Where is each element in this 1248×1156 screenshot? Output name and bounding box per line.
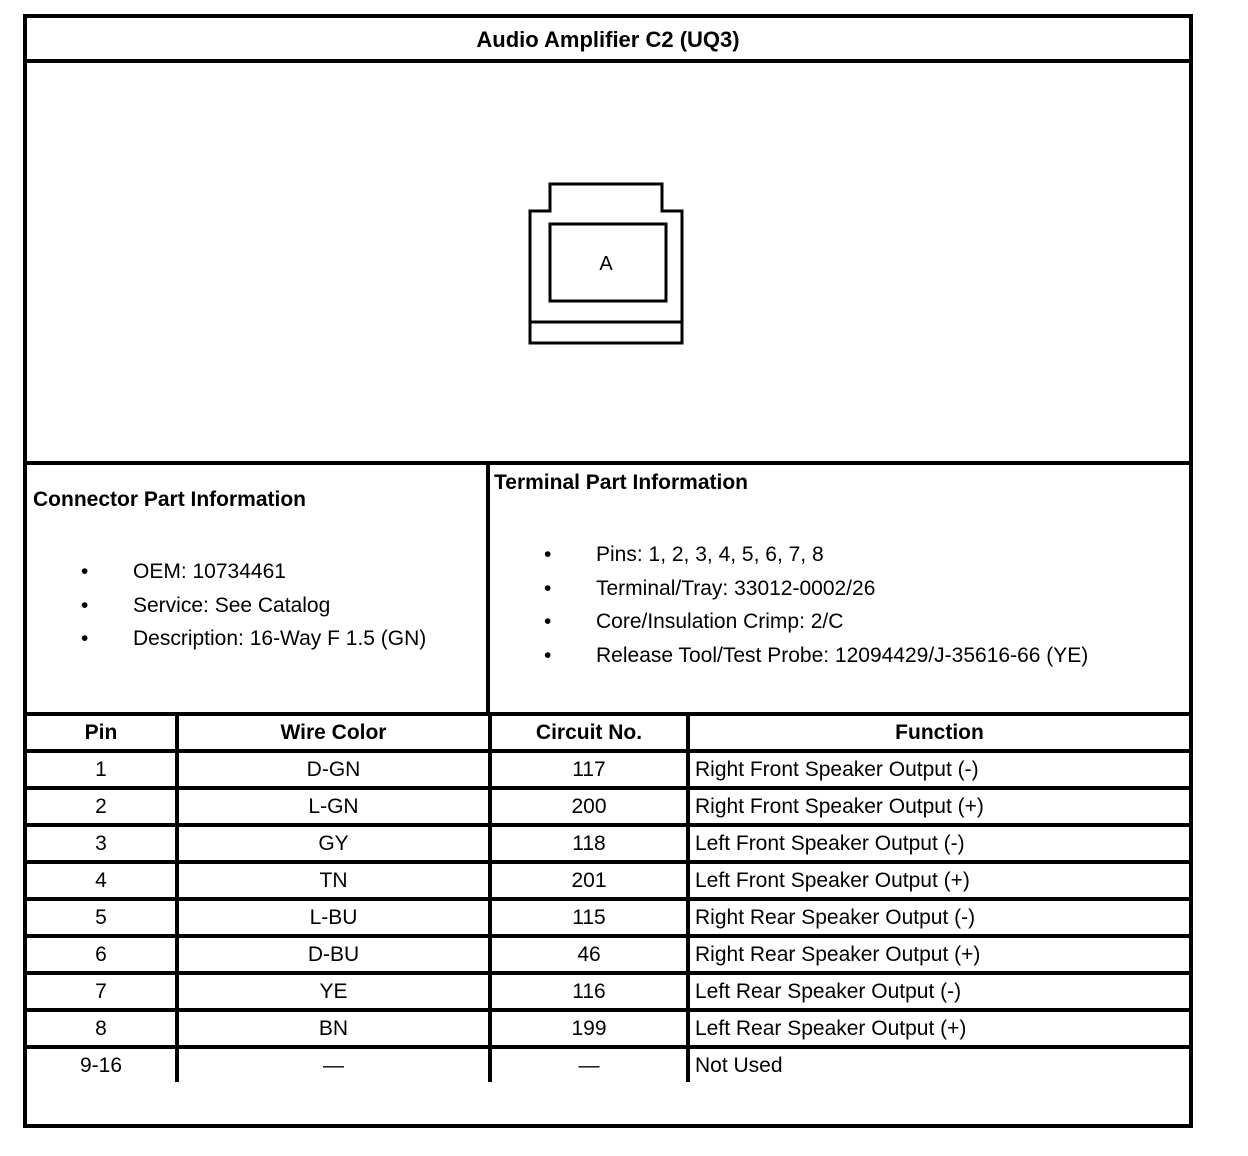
- cell-circuit-no: 116: [490, 973, 688, 1010]
- list-item: • Release Tool/Test Probe: 12094429/J-35616-66 (YE): [544, 643, 1089, 667]
- cell-function: Left Front Speaker Output (-): [688, 825, 1189, 862]
- cell-circuit-no: 117: [490, 751, 688, 788]
- connector-document: [23, 14, 1193, 1128]
- table-row: [27, 973, 1189, 1010]
- table-row: [27, 751, 1189, 788]
- cell-wire-color: D-BU: [177, 936, 490, 973]
- cell-pin: 6: [27, 936, 177, 973]
- list-item: • Description: 16-Way F 1.5 (GN): [81, 627, 427, 650]
- cell-wire-color: D-GN: [177, 751, 490, 788]
- cell-circuit-no: 201: [490, 862, 688, 899]
- terminal-info-heading: Terminal Part Information: [494, 471, 748, 494]
- list-item: • Service: See Catalog: [81, 593, 331, 617]
- table-row: [27, 1047, 1189, 1082]
- list-item: • OEM: 10734461: [81, 560, 286, 583]
- cell-circuit-no: 115: [490, 899, 688, 936]
- table-row: [27, 899, 1189, 936]
- cell-pin: 4: [27, 862, 177, 899]
- cell-wire-color: L-BU: [177, 899, 490, 936]
- table-row: [27, 1010, 1189, 1047]
- cell-pin: 1: [27, 751, 177, 788]
- cell-circuit-no: 118: [490, 825, 688, 862]
- cell-wire-color: GY: [177, 825, 490, 862]
- cell-circuit-no: 199: [490, 1010, 688, 1047]
- list-item: • Pins: 1, 2, 3, 4, 5, 6, 7, 8: [544, 543, 824, 566]
- header-function: Function: [688, 716, 1189, 751]
- header-circuit-no: Circuit No.: [490, 716, 688, 751]
- cell-function: Right Front Speaker Output (-): [688, 751, 1189, 788]
- document-title: Audio Amplifier C2 (UQ3): [27, 18, 1189, 63]
- cavity-label: A: [599, 253, 613, 275]
- cell-circuit-no: —: [490, 1047, 688, 1082]
- connector-info-heading: Connector Part Information: [33, 488, 307, 511]
- cell-function: Right Rear Speaker Output (-): [688, 899, 1189, 936]
- table-row: [27, 936, 1189, 973]
- cell-function: Not Used: [688, 1047, 1189, 1082]
- cell-wire-color: TN: [177, 862, 490, 899]
- list-item: • Terminal/Tray: 33012-0002/26: [544, 576, 876, 600]
- header-pin: Pin: [27, 716, 177, 751]
- cell-pin: 9-16: [27, 1047, 177, 1082]
- cell-function: Right Rear Speaker Output (+): [688, 936, 1189, 973]
- cell-pin: 7: [27, 973, 177, 1010]
- connector-diagram: [27, 63, 1189, 465]
- cell-circuit-no: 46: [490, 936, 688, 973]
- cell-wire-color: YE: [177, 973, 490, 1010]
- terminal-part-info: [490, 465, 1189, 712]
- cell-pin: 3: [27, 825, 177, 862]
- header-wire-color: Wire Color: [177, 716, 490, 751]
- list-item: • Core/Insulation Crimp: 2/C: [544, 610, 844, 633]
- cell-pin: 5: [27, 899, 177, 936]
- part-information: [27, 465, 1189, 716]
- cell-function: Right Front Speaker Output (+): [688, 788, 1189, 825]
- cell-pin: 8: [27, 1010, 177, 1047]
- table-row: [27, 862, 1189, 899]
- connector-part-info: [27, 465, 490, 712]
- cell-circuit-no: 200: [490, 788, 688, 825]
- pinout-table: [27, 716, 1189, 1082]
- cell-wire-color: BN: [177, 1010, 490, 1047]
- cell-function: Left Front Speaker Output (+): [688, 862, 1189, 899]
- table-row: [27, 788, 1189, 825]
- cell-function: Left Rear Speaker Output (-): [688, 973, 1189, 1010]
- cell-function: Left Rear Speaker Output (+): [688, 1010, 1189, 1047]
- table-row: [27, 825, 1189, 862]
- cell-wire-color: L-GN: [177, 788, 490, 825]
- cell-pin: 2: [27, 788, 177, 825]
- table-header-row: [27, 716, 1189, 751]
- cell-wire-color: —: [177, 1047, 490, 1082]
- connector-face-drawing: [27, 63, 1189, 461]
